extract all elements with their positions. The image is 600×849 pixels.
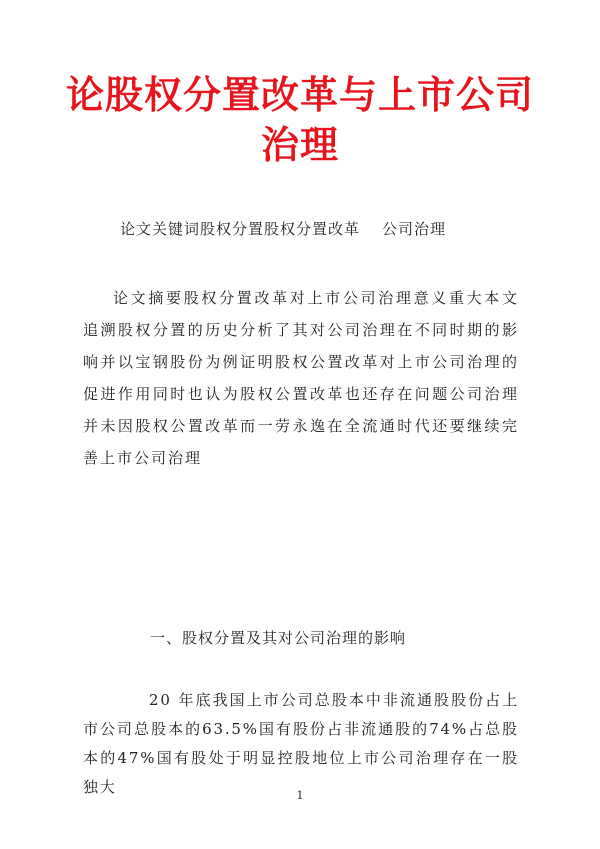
section-heading: 一、股权分置及其对公司治理的影响 — [150, 629, 407, 647]
keywords-text: 论文关键词股权分置股权分置改革 — [120, 220, 361, 238]
page-number: 1 — [296, 789, 304, 802]
keywords-line — [120, 218, 446, 240]
body-paragraph: 20 年底我国上市公司总股本中非流通股股份占上市公司总股本的63.5%国有股份占非流通股的74%占总股本的47%国有股处于明显控股地位上市公司治理存在一股独大 — [83, 691, 519, 796]
keywords-extra: 公司治理 — [382, 220, 447, 238]
document-title: 论股权分置改革与上市公司治理 — [65, 73, 534, 167]
abstract-paragraph: 论文摘要股权分置改革对上市公司治理意义重大本文追溯股权分置的历史分析了其对公司治理在不同时期的影响并以宝钢股份为例证明股权公置改革对上市公司治理的促进作用同时也认为股权公置改革也还存在问题公司治理并未因股权公置改革而一劳永逸在全流通时代还要继续完善上市公司治理 — [83, 289, 519, 467]
